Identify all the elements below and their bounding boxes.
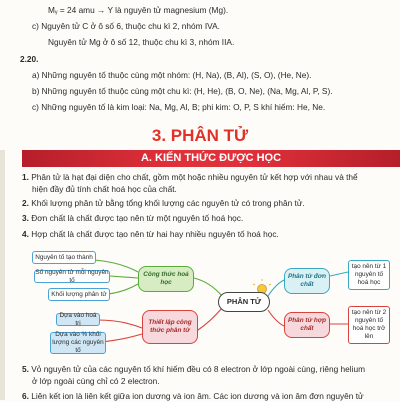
item-number: 4. (22, 229, 29, 239)
text-line: Nguyên tử Mg ở ô số 12, thuộc chu kì 3, nhóm IIA. (48, 37, 235, 47)
item-number: 6. (22, 391, 29, 401)
simple-node: Phân tử đơn chất (284, 268, 330, 294)
item-text: Khối lượng phân tử bằng tổng khối lượng các nguyên tử có trong phân tử. (31, 198, 305, 208)
build-leaf: Dựa vào hoá trị (56, 313, 100, 326)
item-number: 1. (22, 172, 29, 182)
connector (198, 308, 222, 330)
section-title: 3. PHÂN TỬ (151, 126, 249, 145)
connector (268, 310, 284, 326)
item-text: hiện đầy đủ tính chất hoá học của chất. (32, 184, 177, 194)
item-text: Vỏ nguyên tử của các nguyên tố khí hiếm đều có 8 electron ở lớp ngoài cùng, riêng helium (31, 364, 365, 374)
text-line: Mᵧ = 24 amu → Y là nguyên tử magnesium (Mg). (48, 5, 229, 15)
item-number: 5. (22, 364, 29, 374)
connector (268, 280, 284, 296)
item-text: Phân tử là hạt đại diện cho chất, gồm một hoặc nhiều nguyên tử kết hợp với nhau và thể (31, 172, 358, 182)
formula-node: Công thức hoá học (138, 266, 194, 292)
compound-node: Phân tử hợp chất (284, 312, 330, 338)
build-node: Thiết lập công thức phân tử (142, 310, 198, 344)
item-text: Liên kết ion là liên kết giữa ion dương và ion âm. Các ion dương và ion âm đơn nguyên tử (31, 391, 364, 401)
formula-leaf: Số nguyên tử mỗi nguyên tố (35, 268, 109, 284)
item-number: 3. (22, 213, 29, 223)
item-text: Đơn chất là chất được tạo nên từ một nguyên tố hoá học. (31, 213, 244, 223)
banner-text: A. KIẾN THỨC ĐƯỢC HỌC (140, 152, 282, 164)
text-line: a) Những nguyên tố thuộc cùng một nhóm: (H, Na), (B, Al), (S, O), (He, Ne). (32, 70, 312, 80)
build-leaf: Dựa vào % khối lượng các nguyên tố (50, 332, 106, 354)
connector (100, 334, 142, 342)
item-text: Hợp chất là chất được tạo nên từ hai hay nhiều nguyên tố hoá học. (31, 229, 279, 239)
connector (194, 278, 222, 296)
connector (110, 276, 138, 278)
connector (330, 272, 348, 276)
simple-leaf: tạo nên từ 1 nguyên tố hoá học (348, 260, 390, 290)
formula-leaf: Khối lượng phân tử (48, 288, 110, 301)
connector (98, 320, 142, 328)
formula-leaf: Nguyên tố tạo thành (32, 251, 96, 264)
text-line: c) Nguyên tử C ở ô số 6, thuộc chu kì 2, nhóm IVA. (32, 21, 220, 31)
text-line: b) Những nguyên tố thuộc cùng một chu kì: (H, He), (B, O, Ne), (Na, Mg, Al, P, S). (32, 86, 333, 96)
connector (108, 284, 138, 294)
text-line: c) Những nguyên tố là kim loại: Na, Mg, Al, B; phi kim: O, P, S khí hiếm: He, Ne. (32, 102, 326, 112)
item-text: ở lớp ngoài cùng chỉ có 2 electron. (32, 376, 160, 386)
compound-leaf: tạo nên từ 2 nguyên tố hoá học trở lên (348, 306, 390, 344)
exercise-number: 2.20. (20, 54, 39, 64)
center-node: PHÂN TỬ (218, 292, 270, 312)
item-number: 2. (22, 198, 29, 208)
